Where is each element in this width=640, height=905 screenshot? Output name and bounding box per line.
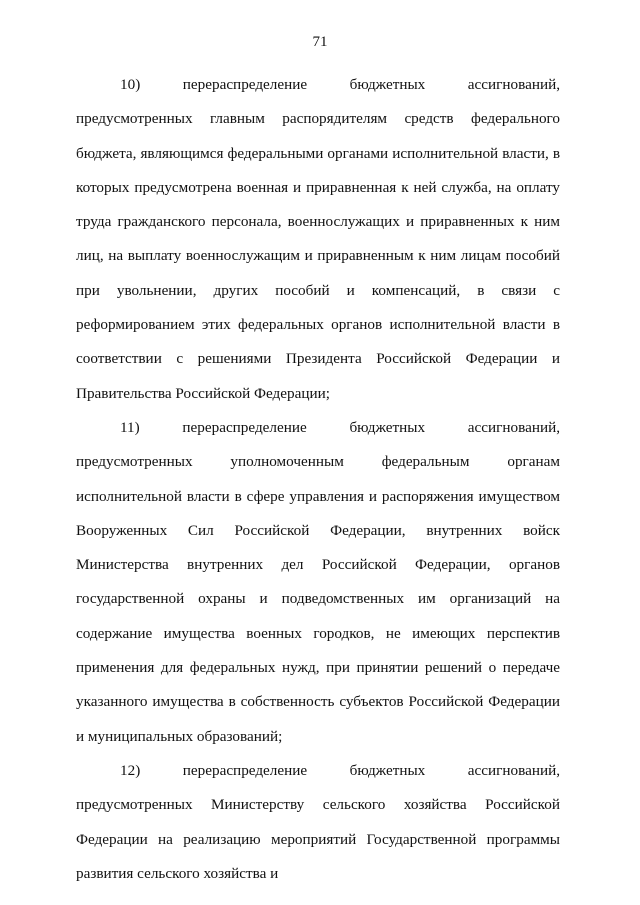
paragraph-item-11: 11) перераспределение бюджетных ассигнований, предусмотренных уполномоченным федеральным органам исполнительной власти в сфере управления и распоряжения имуществом Вооруженных Сил Российской Федерации, внутренних войск Министерства внутренних дел Российской Федерации, органов государственной охраны и подведомственных им организаций на содержание имущества военных городков, не имеющих перспектив применения для федеральных нужд, при принятии решений о передаче указанного имущества в собственность субъектов Российской Федерации и муниципальных образований;: [76, 418, 560, 745]
paragraph-item-12: 12) перераспределение бюджетных ассигнований, предусмотренных Министерству сельского хозяйства Российской Федерации на реализацию мероприятий Государственной программы развития сельского хозяйства и: [76, 761, 560, 882]
page-number: 71: [312, 34, 328, 50]
paragraph-item-10: 10) перераспределение бюджетных ассигнований, предусмотренных главным распорядителям средств федерального бюджета, являющимся федеральными органами исполнительной власти, в которых предусмотрена военная и приравненная к ней служба, на оплату труда гражданского персонала, военнослужащих и приравненных к ним лиц, на выплату военнослужащим и приравненным к ним лицам пособий при увольнении, других пособий и компенсаций, в связи с реформированием этих федеральных органов исполнительной власти в соответствии с решениями Президента Российской Федерации и Правительства Российской Федерации;: [76, 76, 560, 402]
document-body: [76, 68, 560, 891]
